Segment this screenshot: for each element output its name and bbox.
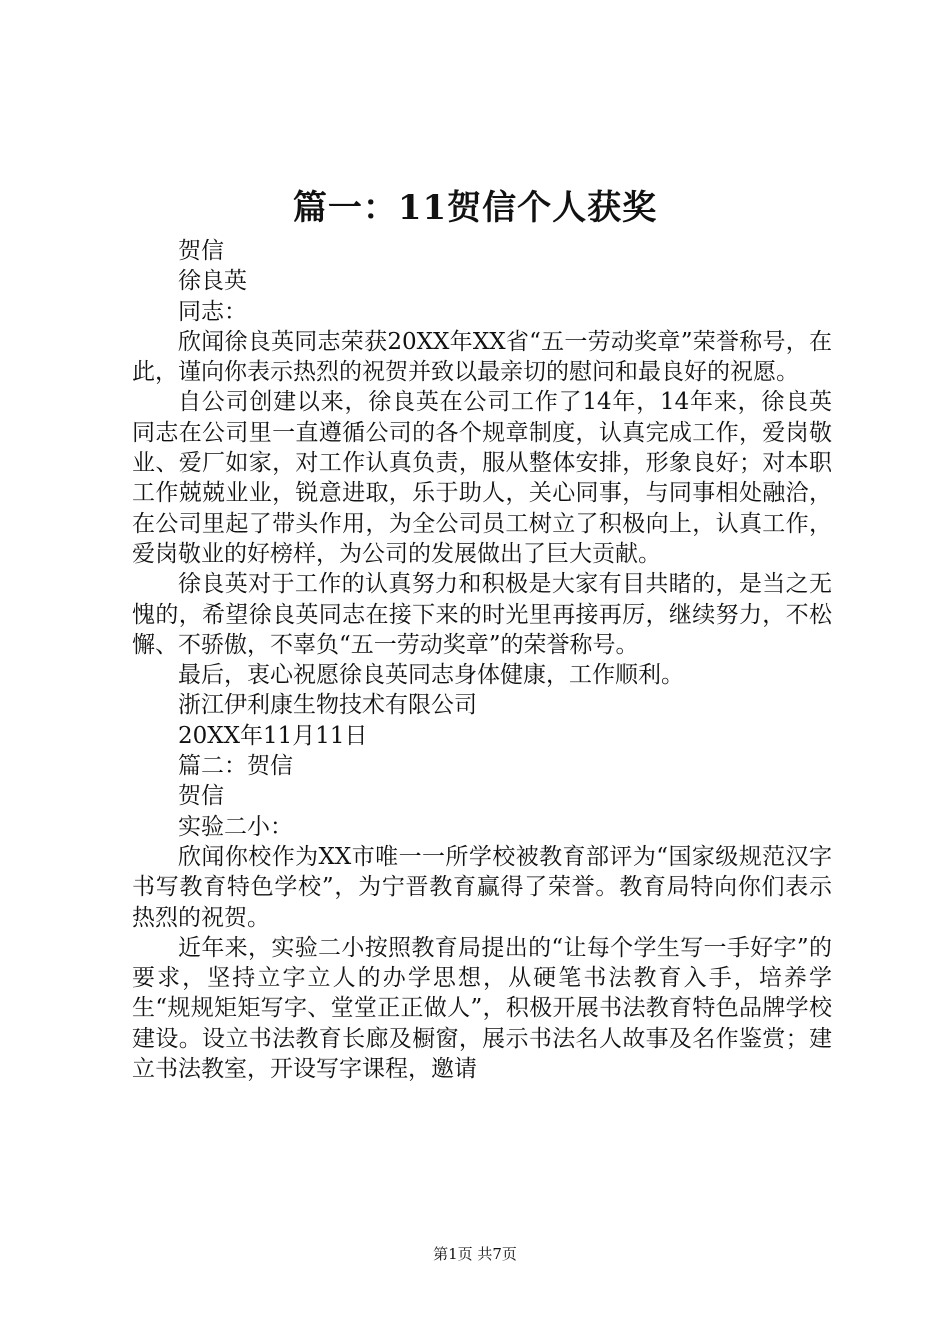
- paragraph: 20XX年11月11日: [178, 722, 368, 749]
- paragraph: 实验二小：: [178, 813, 293, 840]
- page-title: 篇一：11贺信个人获奖: [292, 188, 658, 228]
- page-number: 第1页 共7页: [433, 1245, 517, 1263]
- paragraph: 贺信: [178, 238, 224, 264]
- paragraph: 欣闻你校作为XX市唯一一所学校被教育部评为“国家级规范汉字书写教育特色学校”，为宁晋教育赢得了荣誉。教育局特向你们表示热烈的祝贺。: [132, 843, 832, 931]
- paragraph: 欣闻徐良英同志荣获20XX年XX省“五一劳动奖章”荣誉称号，在此，谨向你表示热烈的祝贺并致以最亲切的慰问和最良好的祝愿。: [132, 328, 832, 386]
- paragraph: 自公司创建以来，徐良英在公司工作了14年，14年来，徐良英同志在公司里一直遵循公司的各个规章制度，认真完成工作，爱岗敬业、爱厂如家，对工作认真负责，服从整体安排，形象良好；对本职工作兢兢业业，锐意进取，乐于助人，关心同事，与同事相处融洽，在公司里起了带头作用，为全公司员工树立了积极向上，认真工作，爱岗敬业的好榜样，为公司的发展做出了巨大贡献。: [132, 389, 832, 567]
- paragraph: 近年来，实验二小按照教育局提出的“让每个学生写一手好字”的要求，坚持立字立人的办学思想，从硬笔书法教育入手，培养学生“规规矩矩写字、堂堂正正做人”，积极开展书法教育特色品牌学校建设。设立书法教育长廊及橱窗，展示书法名人故事及名作鉴赏；建立书法教室，开设写字课程，邀请: [132, 934, 832, 1083]
- paragraph: 浙江伊利康生物技术有限公司: [178, 692, 477, 719]
- paragraph: 徐良英: [178, 268, 247, 295]
- paragraph: 篇二：贺信: [178, 753, 293, 780]
- document-body: [132, 236, 832, 1084]
- paragraph: 最后，衷心祝愿徐良英同志身体健康，工作顺利。: [178, 662, 684, 689]
- paragraph: 徐良英对于工作的认真努力和积极是大家有目共睹的，是当之无愧的，希望徐良英同志在接下来的时光里再接再厉，继续努力，不松懈、不骄傲，不辜负“五一劳动奖章”的荣誉称号。: [132, 571, 832, 658]
- paragraph: 贺信: [178, 783, 224, 810]
- paragraph: 同志：: [178, 298, 247, 325]
